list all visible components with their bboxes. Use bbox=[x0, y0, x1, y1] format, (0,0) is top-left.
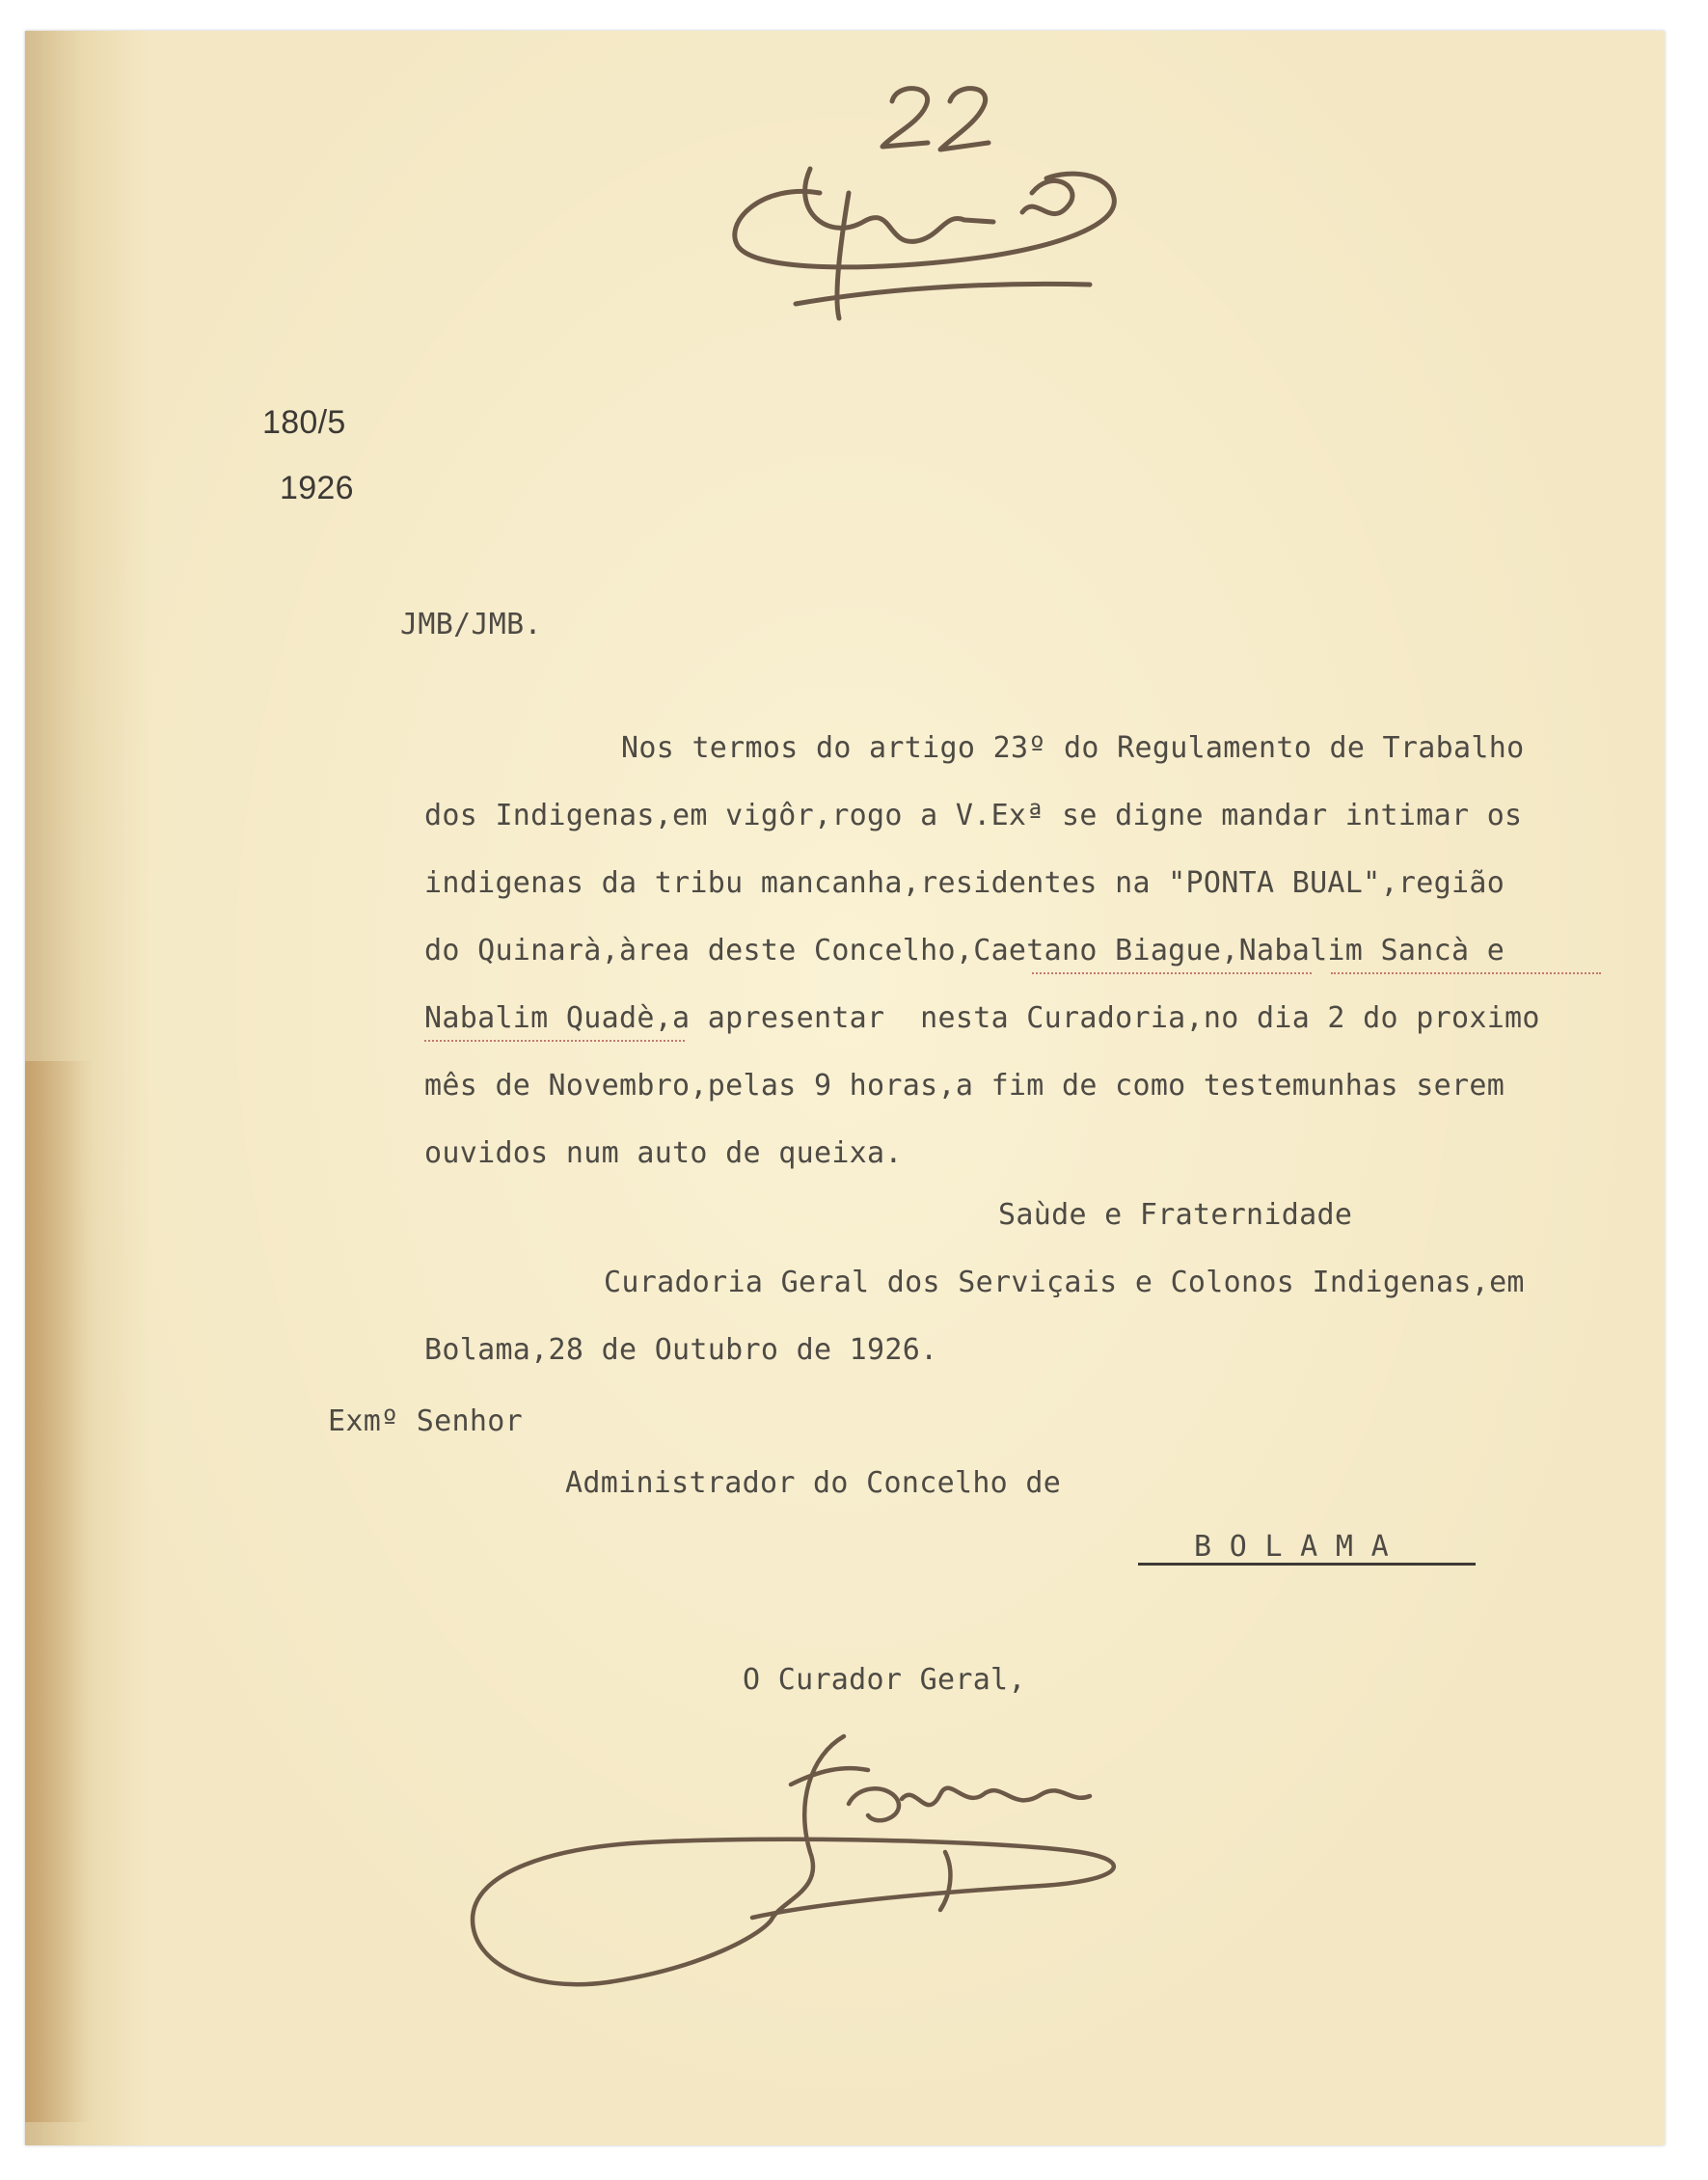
date-line: Bolama,28 de Outubro de 1926. bbox=[424, 1333, 938, 1367]
typist-initials: JMB/JMB. bbox=[400, 608, 542, 641]
body-line: dos Indigenas,em vigôr,rogo a V.Exª se digne mandar intimar os bbox=[424, 799, 1523, 832]
reference-number: 180/5 bbox=[262, 404, 346, 441]
red-underline bbox=[1331, 972, 1601, 974]
place-line: Curadoria Geral dos Serviçais e Colonos Indigenas,em bbox=[604, 1266, 1525, 1299]
red-underline bbox=[424, 1040, 685, 1042]
place-underline bbox=[1138, 1563, 1476, 1566]
body-line: indigenas da tribu mancanha,residentes na "PONTA BUAL",região bbox=[424, 866, 1505, 900]
body-line: ouvidos num auto de queixa. bbox=[424, 1136, 903, 1170]
body-line: Nos termos do artigo 23º do Regulamento de Trabalho bbox=[621, 731, 1525, 765]
salutation: Saùde e Fraternidade bbox=[998, 1198, 1353, 1232]
reference-year: 1926 bbox=[280, 470, 354, 506]
document-reference bbox=[0, 0, 354, 506]
addressee-title: Administrador do Concelho de bbox=[565, 1466, 1062, 1500]
body-line: do Quinarà,àrea deste Concelho,Caetano Biague,Nabalim Sancà e bbox=[424, 934, 1505, 967]
folio-rubric-mark bbox=[704, 77, 1148, 357]
signatory-title: O Curador Geral, bbox=[743, 1663, 1026, 1697]
addressee-place: B O L A M A bbox=[1194, 1530, 1389, 1564]
body-line: Nabalim Quadè,a apresentar nesta Curadoria,no dia 2 do proximo bbox=[424, 1001, 1540, 1035]
red-underline bbox=[1032, 972, 1312, 974]
addressee-greeting: Exmº Senhor bbox=[328, 1404, 523, 1438]
signature-image bbox=[463, 1727, 1167, 2006]
water-stain bbox=[25, 1061, 93, 2122]
body-line: mês de Novembro,pelas 9 horas,a fim de como testemunhas serem bbox=[424, 1069, 1505, 1103]
